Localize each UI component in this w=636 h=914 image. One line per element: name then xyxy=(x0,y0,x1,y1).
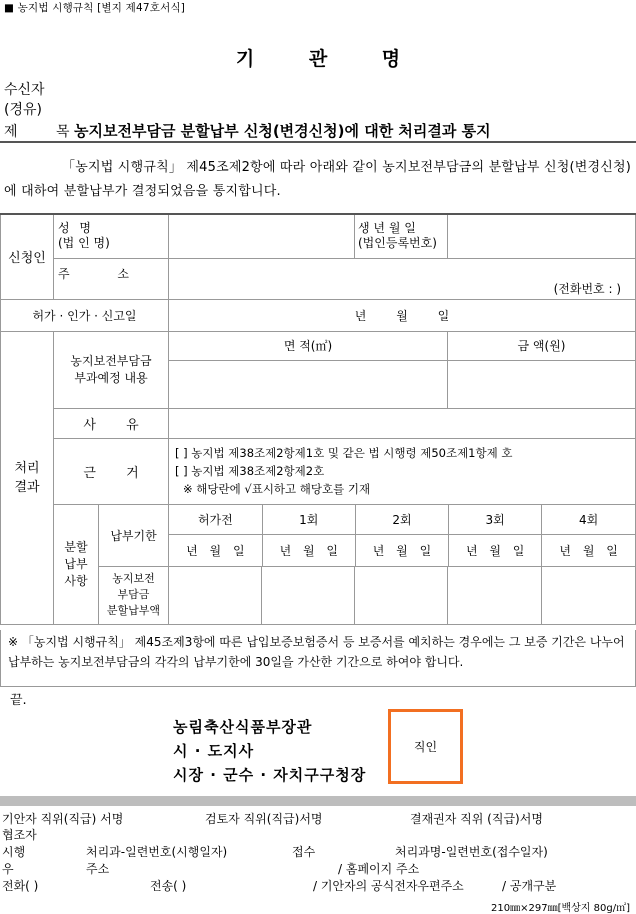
agency-title: 기 관 명 xyxy=(235,48,425,70)
footer-divider xyxy=(0,796,636,806)
birth-label: 생 년 월 일 (법인등록번호) xyxy=(355,214,448,258)
footer-receipt-number: 처리과명-일련번호(접수일자) xyxy=(395,845,548,859)
note-text: ※ 「농지법 시행규칙」 제45조제3항에 따른 납입보증보험증서 등 보증서를 예치하는 경우에는 그 보증 기간은 나누어 납부하는 농지보전부담금의 각각의 납부기한에 30일을 가산한 기간으로 하여야 합니다. xyxy=(8,635,625,669)
footer-enforcement: 시행 xyxy=(2,845,26,859)
footer-phone: 전화( ) xyxy=(2,879,39,893)
planned-charge-label: 농지보전부담금 부과예정 내용 xyxy=(54,331,169,408)
form-number: ■ 농지법 시행규칙 [별지 제47호서식] xyxy=(4,2,186,14)
due-date-grid xyxy=(169,504,636,566)
footer-email: / 기안자의 공식전자우편주소 xyxy=(313,879,464,893)
installment-section-label: 분할 납부 사항 xyxy=(54,504,99,624)
address-value[interactable] xyxy=(169,258,636,299)
footer-cooperator: 협조자 xyxy=(2,828,37,842)
column-header-pre: 허가전 xyxy=(169,505,262,535)
subject-text: 농지보전부담금 분할납부 신청(변경신청)에 대한 처리결과 통지 xyxy=(74,122,491,140)
installment-amount-pre[interactable] xyxy=(169,566,262,624)
reason-value[interactable] xyxy=(169,408,636,438)
basis-note: ※ 해당란에 √표시하고 해당호를 기재 xyxy=(183,482,371,496)
footer-receipt: 접수 xyxy=(292,845,316,859)
applicant-section-label: 신청인 xyxy=(1,214,54,299)
birth-value[interactable] xyxy=(448,214,636,258)
due-date-pre[interactable]: 년 월 일 xyxy=(169,535,262,566)
basis-option-1[interactable]: [ ] 농지법 제38조제2항제1호 및 같은 법 시행령 제50조제1항제 호 xyxy=(175,446,513,460)
via-label: (경유) xyxy=(4,102,42,118)
installment-amount-4[interactable] xyxy=(542,566,636,624)
footer-postal: 우 xyxy=(2,862,14,876)
installment-amount-label: 농지보전 부담금 분할납부액 xyxy=(99,566,169,624)
amount-value[interactable] xyxy=(448,360,636,408)
name-label: 성 명 (법 인 명) xyxy=(54,214,169,258)
result-form-table xyxy=(0,213,636,625)
signer-minister: 농림축산식품부장관 xyxy=(173,718,313,736)
due-date-3[interactable]: 년 월 일 xyxy=(449,535,542,566)
installment-amount-2[interactable] xyxy=(355,566,448,624)
reason-label: 사 유 xyxy=(54,408,169,438)
footer-homepage: / 홈페이지 주소 xyxy=(338,862,420,876)
footer-drafter: 기안자 직위(직급) 서명 xyxy=(2,812,124,826)
official-seal-box: 직인 xyxy=(388,709,463,784)
signer-mayor: 시장 · 군수 · 자치구구청장 xyxy=(173,766,367,784)
subject-divider xyxy=(0,141,636,143)
address-label: 주 소 xyxy=(54,258,169,299)
due-date-label: 납부기한 xyxy=(99,504,169,566)
column-header-3: 3회 xyxy=(449,505,542,535)
installment-amount-1[interactable] xyxy=(262,566,355,624)
phone-label: (전화번호 : ) xyxy=(553,281,621,296)
intro-text: 「농지법 시행규칙」 제45조제2항에 따라 아래와 같이 농지보전부담금의 분할납부 신청(변경신청)에 대하여 분할납부가 결정되었음을 통지합니다. xyxy=(4,160,632,199)
basis-label: 근 거 xyxy=(54,438,169,504)
footer-processing-number: 처리과-일련번호(시행일자) xyxy=(86,845,228,859)
signer-governor: 시 · 도지사 xyxy=(173,742,255,760)
footer-reviewer: 검토자 직위(직급)서명 xyxy=(205,812,323,826)
end-mark: 끝. xyxy=(10,693,27,708)
paper-spec: 210㎜×297㎜[백상지 80g/㎡] xyxy=(491,903,630,914)
footer-fax: 전송( ) xyxy=(150,879,187,893)
column-header-1: 1회 xyxy=(262,505,355,535)
result-section-label: 처리 결과 xyxy=(1,331,54,624)
column-header-4: 4회 xyxy=(542,505,635,535)
amount-label: 금 액(원) xyxy=(448,331,636,360)
area-label: 면 적(㎡) xyxy=(169,331,448,360)
column-header-2: 2회 xyxy=(355,505,448,535)
basis-value xyxy=(169,438,636,504)
footer-approver: 결재권자 직위 (직급)서명 xyxy=(410,812,543,826)
area-value[interactable] xyxy=(169,360,448,408)
basis-option-2[interactable]: [ ] 농지법 제38조제2항제2호 xyxy=(175,464,325,478)
permit-date-label: 허가 · 인가 · 신고일 xyxy=(1,299,169,331)
footer-disclosure: / 공개구분 xyxy=(502,879,557,893)
footer-address: 주소 xyxy=(86,862,110,876)
name-value[interactable] xyxy=(169,214,355,258)
due-date-4[interactable]: 년 월 일 xyxy=(559,543,618,558)
recipient-label: 수신자 xyxy=(4,82,45,98)
due-date-1[interactable]: 년 월 일 xyxy=(262,535,355,566)
permit-date-value[interactable]: 년 월 일 xyxy=(169,299,636,331)
due-date-2[interactable]: 년 월 일 xyxy=(355,535,448,566)
subject-label: 제 목 xyxy=(4,124,87,140)
installment-amount-3[interactable] xyxy=(448,566,542,624)
